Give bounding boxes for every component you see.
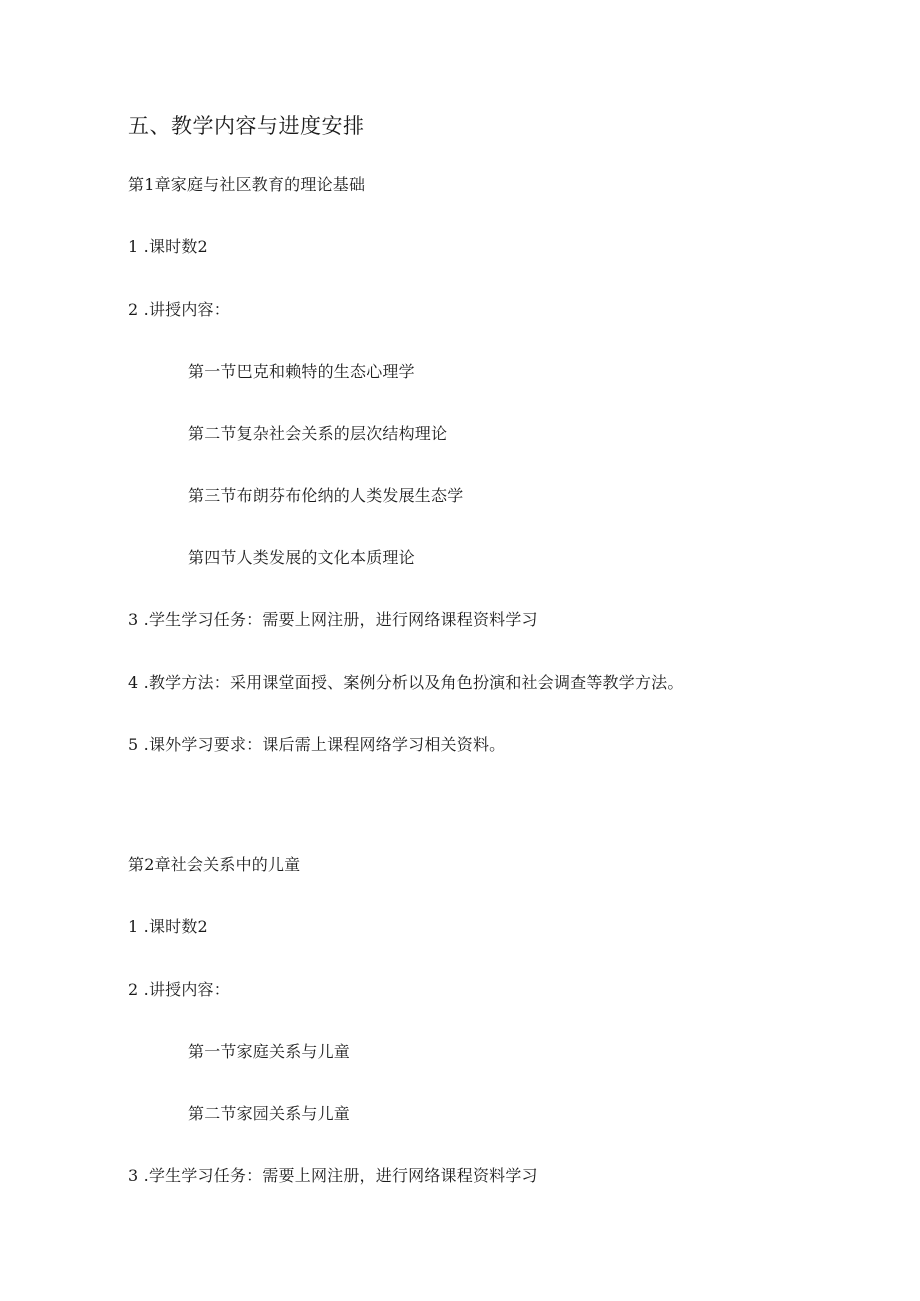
chapter-1-content-label: 2 .讲授内容： — [128, 300, 230, 319]
chapter-1-section-1: 第一节巴克和赖特的生态心理学 — [188, 362, 415, 381]
chapter-1-method: 4 .教学方法：采用课堂面授、案例分析以及角色扮演和社会调查等教学方法。 — [128, 673, 684, 692]
chapter-2-content-label: 2 .讲授内容： — [128, 980, 230, 999]
chapter-1-task: 3 .学生学习任务：需要上网注册，进行网络课程资料学习 — [128, 610, 538, 629]
chapter-1-section-3: 第三节布朗芬布伦纳的人类发展生态学 — [188, 486, 464, 505]
chapter-1-hours: 1 .课时数2 — [128, 237, 208, 256]
chapter-1-extra: 5 .课外学习要求：课后需上课程网络学习相关资料。 — [128, 735, 506, 754]
chapter-1-title: 第1章家庭与社区教育的理论基础 — [128, 175, 366, 194]
chapter-2-task: 3 .学生学习任务：需要上网注册，进行网络课程资料学习 — [128, 1166, 538, 1185]
section-title: 五、教学内容与进度安排 — [128, 114, 365, 138]
chapter-2-section-2: 第二节家园关系与儿童 — [188, 1104, 351, 1123]
chapter-2-title: 第2章社会关系中的儿童 — [128, 855, 301, 874]
chapter-2-hours: 1 .课时数2 — [128, 917, 208, 936]
chapter-1-section-2: 第二节复杂社会关系的层次结构理论 — [188, 424, 448, 443]
chapter-2-section-1: 第一节家庭关系与儿童 — [188, 1042, 351, 1061]
chapter-1-section-4: 第四节人类发展的文化本质理论 — [188, 548, 415, 567]
